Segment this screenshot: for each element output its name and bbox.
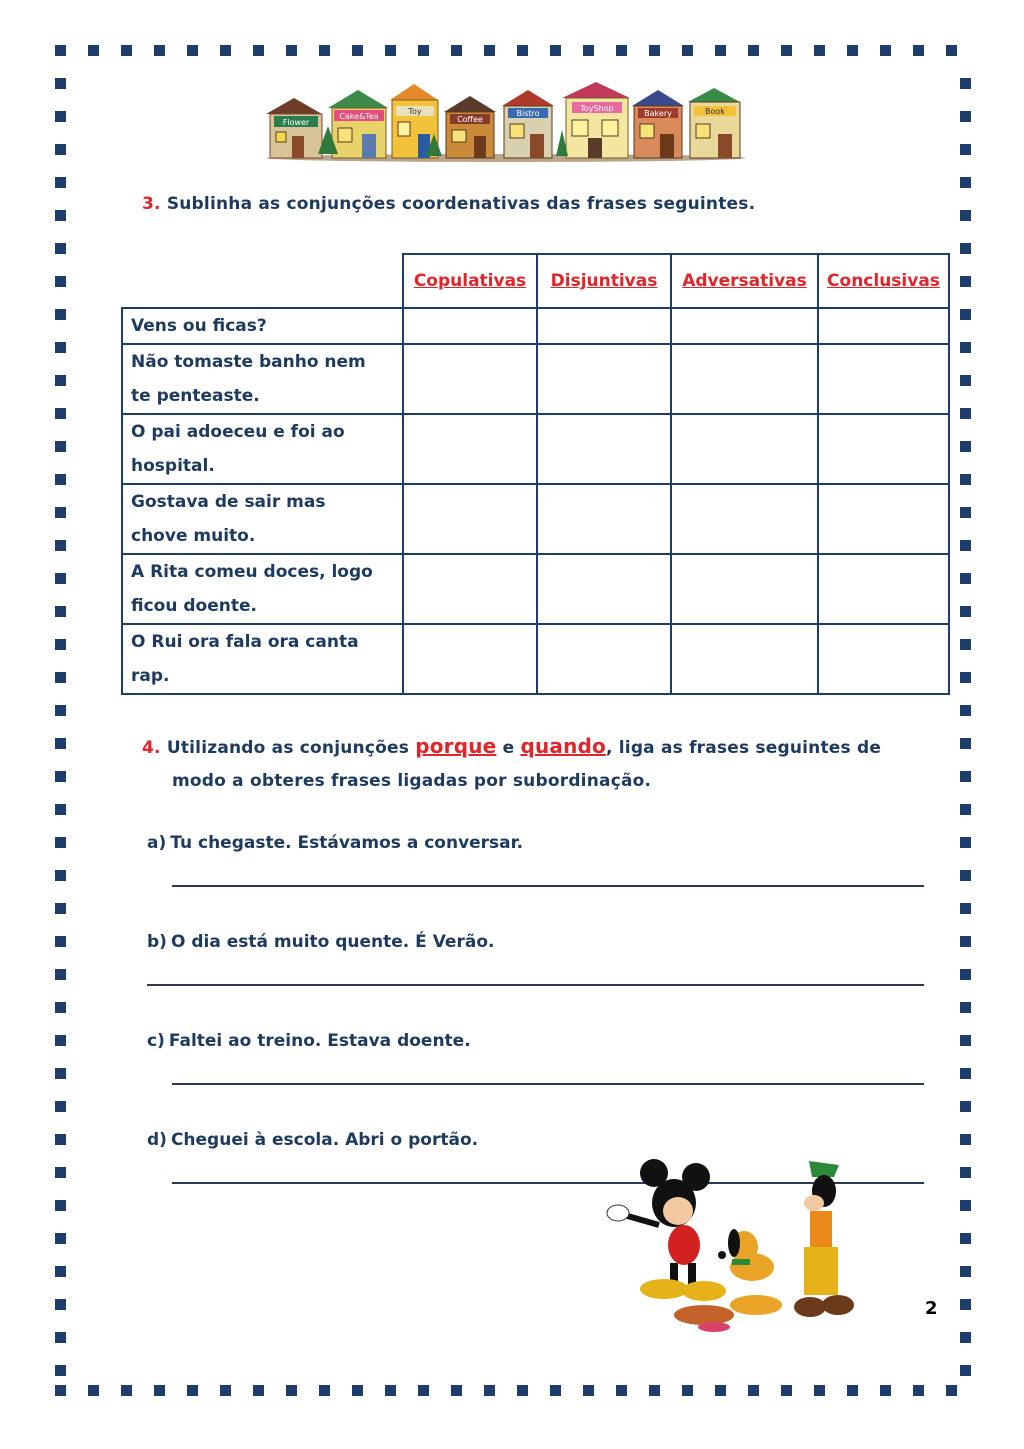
border-square xyxy=(286,1385,297,1396)
border-square xyxy=(960,1365,971,1376)
border-square xyxy=(960,639,971,650)
instruction-text: Sublinha as conjunções coordenativas das frases seguintes. xyxy=(166,194,756,214)
border-square xyxy=(960,804,971,815)
border-square xyxy=(253,1385,264,1396)
house-icon xyxy=(444,96,496,158)
house-icon xyxy=(502,90,554,158)
list-item: a) Tu chegaste. Estávamos a conversar. xyxy=(147,833,524,853)
table-corner xyxy=(122,254,403,308)
border-square xyxy=(682,45,693,56)
shop-sign: Book xyxy=(705,107,725,116)
answer-cell[interactable] xyxy=(818,308,949,344)
shop-sign: Cake&Tea xyxy=(339,112,379,121)
border-square xyxy=(960,903,971,914)
answer-cell[interactable] xyxy=(537,554,671,624)
border-square xyxy=(960,1035,971,1046)
border-square xyxy=(418,1385,429,1396)
answer-cell[interactable] xyxy=(818,554,949,624)
exercise-number: 3. xyxy=(142,194,161,214)
border-square xyxy=(748,45,759,56)
border-square xyxy=(880,1385,891,1396)
border-square xyxy=(960,111,971,122)
border-square xyxy=(960,210,971,221)
border-square xyxy=(715,1385,726,1396)
border-square xyxy=(913,45,924,56)
answer-cell[interactable] xyxy=(403,414,537,484)
border-square xyxy=(960,870,971,881)
border-square xyxy=(649,45,660,56)
border-square xyxy=(946,45,957,56)
answer-cell[interactable] xyxy=(671,484,818,554)
border-square xyxy=(960,1299,971,1310)
border-square xyxy=(960,309,971,320)
border-square xyxy=(715,45,726,56)
border-square xyxy=(55,144,66,155)
conjunction-porque: porque xyxy=(415,734,497,758)
sentence-cell: O Rui ora fala ora canta rap. xyxy=(122,624,403,694)
border-square xyxy=(517,45,528,56)
border-square xyxy=(55,111,66,122)
border-square xyxy=(253,45,264,56)
border-square xyxy=(847,45,858,56)
border-square xyxy=(55,309,66,320)
border-square xyxy=(55,1332,66,1343)
border-square xyxy=(960,441,971,452)
border-square xyxy=(55,408,66,419)
border-square xyxy=(960,573,971,584)
border-square xyxy=(121,45,132,56)
border-square xyxy=(55,243,66,254)
border-square xyxy=(550,45,561,56)
border-square xyxy=(385,45,396,56)
answer-cell[interactable] xyxy=(403,308,537,344)
table-row xyxy=(122,344,949,414)
header-conclusivas: Conclusivas xyxy=(818,254,949,308)
border-square xyxy=(484,45,495,56)
border-square xyxy=(352,1385,363,1396)
border-square xyxy=(960,1068,971,1079)
header-disjuntivas: Disjuntivas xyxy=(537,254,671,308)
border-square xyxy=(55,1365,66,1376)
answer-cell[interactable] xyxy=(403,554,537,624)
border-square xyxy=(220,45,231,56)
table-row xyxy=(122,308,949,344)
border-square xyxy=(55,1266,66,1277)
border-square xyxy=(616,1385,627,1396)
answer-cell[interactable] xyxy=(671,624,818,694)
answer-cell[interactable] xyxy=(818,414,949,484)
border-square xyxy=(960,1332,971,1343)
border-square xyxy=(880,45,891,56)
border-square xyxy=(55,78,66,89)
border-square xyxy=(55,1035,66,1046)
border-square xyxy=(960,738,971,749)
border-square xyxy=(352,45,363,56)
border-square xyxy=(960,1266,971,1277)
sentence-cell: O pai adoeceu e foi ao hospital. xyxy=(122,414,403,484)
decoration-icon xyxy=(698,1322,730,1332)
border-square xyxy=(451,45,462,56)
border-square xyxy=(583,45,594,56)
table-row xyxy=(122,554,949,624)
house-icon xyxy=(562,82,630,158)
border-square xyxy=(418,45,429,56)
border-square xyxy=(55,177,66,188)
border-square xyxy=(55,1385,66,1396)
border-square xyxy=(616,45,627,56)
border-square xyxy=(55,540,66,551)
border-square xyxy=(484,1385,495,1396)
houses-illustration xyxy=(262,78,750,162)
border-square xyxy=(55,474,66,485)
border-square xyxy=(55,507,66,518)
shop-sign: ToyShop xyxy=(580,104,614,113)
border-square xyxy=(55,573,66,584)
exercise-3-instruction xyxy=(142,194,755,214)
border-square xyxy=(960,474,971,485)
goofy-character-icon xyxy=(794,1161,854,1317)
list-item: b) O dia está muito quente. É Verão. xyxy=(147,932,495,952)
border-square xyxy=(649,1385,660,1396)
border-square xyxy=(960,342,971,353)
border-square xyxy=(960,1101,971,1112)
border-square xyxy=(55,903,66,914)
border-square xyxy=(960,969,971,980)
sentence-cell: Não tomaste banho nem te penteaste. xyxy=(122,344,403,414)
sentence-cell: A Rita comeu doces, logo ficou doente. xyxy=(122,554,403,624)
border-square xyxy=(55,804,66,815)
border-square xyxy=(319,45,330,56)
border-square xyxy=(55,1101,66,1112)
border-square xyxy=(55,1299,66,1310)
border-square xyxy=(781,45,792,56)
border-square xyxy=(960,606,971,617)
border-square xyxy=(960,771,971,782)
answer-cell[interactable] xyxy=(671,554,818,624)
border-square xyxy=(960,408,971,419)
border-square xyxy=(55,1167,66,1178)
border-square xyxy=(960,837,971,848)
answer-line[interactable] xyxy=(147,984,924,986)
shop-sign: Bakery xyxy=(644,109,672,118)
border-square xyxy=(960,540,971,551)
border-square xyxy=(960,276,971,287)
border-square xyxy=(451,1385,462,1396)
border-square xyxy=(187,1385,198,1396)
border-square xyxy=(960,177,971,188)
answer-cell[interactable] xyxy=(403,344,537,414)
answer-cell[interactable] xyxy=(537,308,671,344)
border-square xyxy=(55,936,66,947)
answer-cell[interactable] xyxy=(671,308,818,344)
border-square xyxy=(55,1200,66,1211)
border-square xyxy=(960,672,971,683)
answer-cell[interactable] xyxy=(818,344,949,414)
border-square xyxy=(55,738,66,749)
house-icon xyxy=(688,88,740,158)
border-square xyxy=(960,507,971,518)
border-square xyxy=(814,45,825,56)
house-icon xyxy=(632,90,684,158)
answer-cell[interactable] xyxy=(403,484,537,554)
shop-sign: Flower xyxy=(282,118,310,127)
exercise-number: 4. xyxy=(142,738,161,758)
border-square xyxy=(682,1385,693,1396)
list-item: c) Faltei ao treino. Estava doente. xyxy=(147,1031,471,1051)
border-square xyxy=(55,1002,66,1013)
border-square xyxy=(781,1385,792,1396)
border-square xyxy=(55,969,66,980)
border-square xyxy=(814,1385,825,1396)
border-square xyxy=(55,441,66,452)
border-square xyxy=(154,1385,165,1396)
border-square xyxy=(55,1134,66,1145)
border-square xyxy=(319,1385,330,1396)
border-square xyxy=(946,1385,957,1396)
exercise-4-instruction: 4. Utilizando as conjunções porque e quando, liga as frases seguintes de modo a obteres frases ligadas por subordinação. xyxy=(142,734,882,791)
border-square xyxy=(286,45,297,56)
table-row xyxy=(122,484,949,554)
border-square xyxy=(55,639,66,650)
shop-sign: Toy xyxy=(408,107,422,116)
border-square xyxy=(88,1385,99,1396)
border-square xyxy=(960,1233,971,1244)
border-square xyxy=(220,1385,231,1396)
answer-cell[interactable] xyxy=(403,624,537,694)
border-square xyxy=(960,375,971,386)
border-square xyxy=(960,78,971,89)
answer-cell[interactable] xyxy=(537,344,671,414)
answer-cell[interactable] xyxy=(671,414,818,484)
answer-line[interactable] xyxy=(172,885,924,887)
border-square xyxy=(748,1385,759,1396)
border-square xyxy=(550,1385,561,1396)
border-square xyxy=(960,705,971,716)
dog-character-icon xyxy=(718,1229,782,1315)
border-square xyxy=(55,672,66,683)
house-icon xyxy=(328,90,388,158)
border-square xyxy=(847,1385,858,1396)
answer-cell[interactable] xyxy=(671,344,818,414)
mouse-character-icon xyxy=(607,1159,726,1301)
border-square xyxy=(55,606,66,617)
border-square xyxy=(121,1385,132,1396)
list-item: d) Cheguei à escola. Abri o portão. xyxy=(147,1130,479,1150)
border-square xyxy=(55,210,66,221)
border-square xyxy=(55,1233,66,1244)
basket-icon xyxy=(674,1305,734,1325)
table-row xyxy=(122,414,949,484)
border-square xyxy=(187,45,198,56)
header-copulativas: Copulativas xyxy=(403,254,537,308)
border-square xyxy=(55,771,66,782)
border-square xyxy=(88,45,99,56)
border-square xyxy=(960,1002,971,1013)
answer-cell[interactable] xyxy=(818,624,949,694)
border-square xyxy=(55,870,66,881)
border-square xyxy=(960,1134,971,1145)
page-number: 2 xyxy=(925,1298,938,1319)
border-square xyxy=(960,1200,971,1211)
answer-line[interactable] xyxy=(172,1083,924,1085)
border-square xyxy=(55,342,66,353)
table-row xyxy=(122,624,949,694)
border-square xyxy=(960,936,971,947)
border-square xyxy=(517,1385,528,1396)
shop-sign: Bistro xyxy=(516,109,540,118)
answer-cell[interactable] xyxy=(537,484,671,554)
answer-cell[interactable] xyxy=(818,484,949,554)
border-square xyxy=(913,1385,924,1396)
cartoon-characters-illustration xyxy=(604,1155,854,1335)
header-adversativas: Adversativas xyxy=(671,254,818,308)
answer-cell[interactable] xyxy=(537,414,671,484)
border-square xyxy=(55,375,66,386)
border-square xyxy=(154,45,165,56)
border-square xyxy=(55,837,66,848)
sentence-cell: Gostava de sair mas chove muito. xyxy=(122,484,403,554)
conjunctions-table xyxy=(121,253,950,695)
border-square xyxy=(960,1167,971,1178)
border-square xyxy=(55,276,66,287)
house-icon xyxy=(266,98,322,158)
answer-cell[interactable] xyxy=(537,624,671,694)
shop-sign: Coffee xyxy=(457,115,483,124)
conjunction-quando: quando xyxy=(520,734,606,758)
border-square xyxy=(960,144,971,155)
border-square xyxy=(55,705,66,716)
sentence-cell: Vens ou ficas? xyxy=(122,308,403,344)
border-square xyxy=(385,1385,396,1396)
border-square xyxy=(55,45,66,56)
border-square xyxy=(55,1068,66,1079)
border-square xyxy=(960,243,971,254)
border-square xyxy=(583,1385,594,1396)
